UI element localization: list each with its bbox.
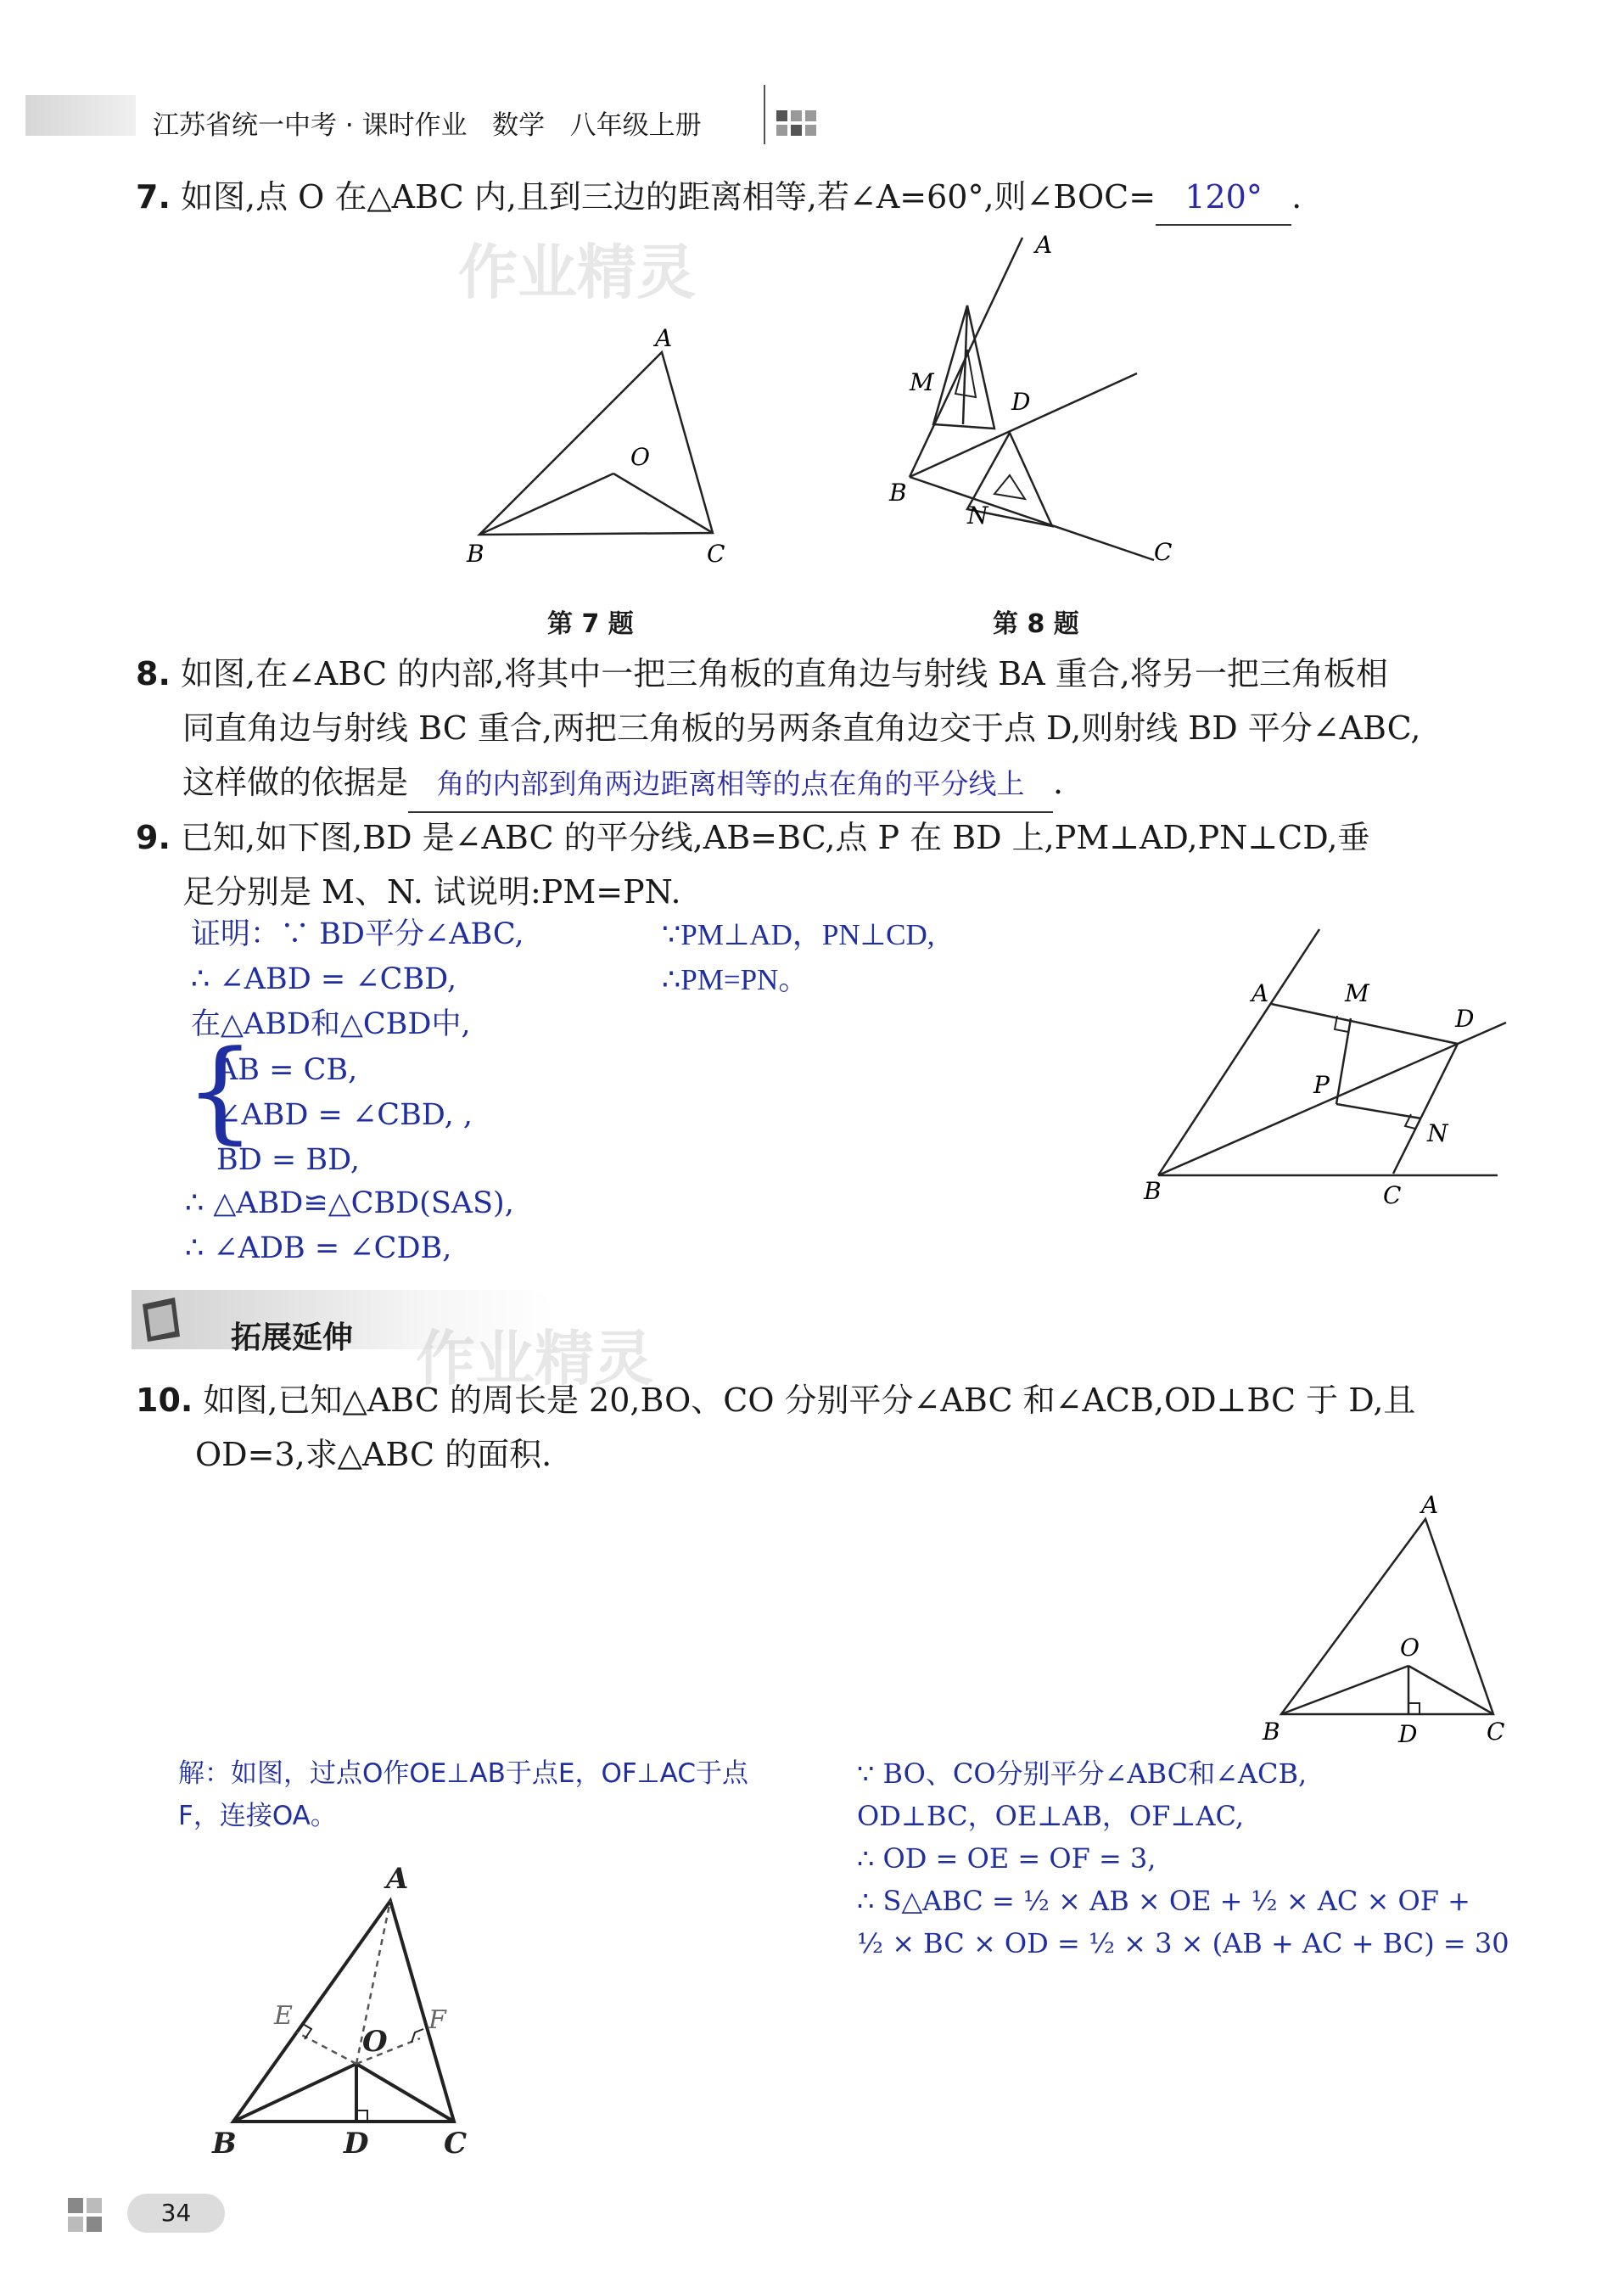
question-10: [136, 1373, 1415, 1482]
label-m: M: [1345, 979, 1369, 1007]
ray-ba: [1158, 929, 1319, 1175]
question-line-1: 如图,已知△ABC 的周长是 20,BO、CO 分别平分∠ABC 和∠ACB,OD⊥BC 于 D,且: [203, 1382, 1416, 1419]
question-number: 9.: [136, 819, 171, 856]
label-b: B: [1263, 1718, 1280, 1744]
label-c: C: [1487, 1718, 1505, 1744]
figure-7: [458, 322, 738, 577]
question-number: 10.: [136, 1382, 193, 1419]
proof-system: [216, 1048, 473, 1183]
question-number: 7.: [136, 178, 171, 216]
solution-right: [857, 1752, 1509, 1965]
label-e: E: [274, 2001, 293, 2031]
question-line-2: 同直角边与射线 BC 重合,两把三角板的另两条直角边交于点 D,则射线 BD 平分∠ABC,: [182, 709, 1421, 747]
label-b: B: [1144, 1177, 1162, 1205]
label-c: C: [707, 540, 725, 568]
segment-ad: [1271, 1004, 1458, 1044]
period: .: [1291, 178, 1302, 216]
label-d: D: [1011, 388, 1031, 416]
solution-line: 解：如图，过点O作OE⊥AB于点E，OF⊥AC于点: [178, 1758, 748, 1789]
watermark: 作业精灵: [416, 1324, 653, 1393]
label-c: C: [1154, 538, 1173, 566]
page-number: 34: [127, 2194, 225, 2233]
question-line-3: 这样做的依据是: [182, 764, 409, 801]
header-title: 江苏省统一中考 · 课时作业 数学 八年级上册: [153, 110, 702, 141]
ray-bd: [1158, 1023, 1506, 1175]
proof-line: ∴PM=PN。: [662, 963, 809, 996]
caption-figure-8: 第 8 题: [993, 609, 1079, 639]
period: .: [1053, 764, 1064, 801]
question-line-2: 足分别是 M、N. 试说明:PM=PN.: [182, 873, 681, 911]
label-o: O: [630, 443, 650, 471]
label-a: A: [1421, 1491, 1439, 1519]
proof-right: [662, 912, 935, 1002]
label-m: M: [910, 368, 934, 396]
watermark: 作业精灵: [458, 238, 696, 307]
figure-8: [882, 229, 1188, 586]
proof-line: 在△ABD和△CBD中,: [191, 1007, 471, 1041]
label-b: B: [212, 2127, 237, 2160]
label-d: D: [1455, 1005, 1475, 1033]
triangle-abc: [233, 1901, 454, 2122]
label-n: N: [1427, 1119, 1448, 1147]
solution-figure: [174, 1837, 513, 2160]
answer-blank: 角的内部到角两边距离相等的点在角的平分线上: [408, 757, 1053, 813]
label-o: O: [362, 2025, 388, 2059]
proof-line: 证明：∵ BD平分∠ABC,: [191, 917, 524, 951]
label-o: O: [1400, 1634, 1420, 1662]
label-c: C: [444, 2127, 468, 2160]
header-divider: [764, 85, 765, 144]
solution-line: ½ × BC × OD = ½ × 3 × (AB + AC + BC) = 30: [857, 1927, 1509, 1959]
question-text: 如图,点 O 在△ABC 内,且到三边的距离相等,若∠A=60°,则∠BOC=: [180, 178, 1156, 216]
segment-cd: [1393, 1044, 1458, 1174]
label-d: D: [344, 2127, 369, 2160]
question-line-2: OD=3,求△ABC 的面积.: [195, 1436, 552, 1473]
triangle-abc: [1281, 1519, 1493, 1714]
question-8: [136, 647, 1420, 813]
label-d: D: [1398, 1720, 1418, 1744]
question-7: [136, 170, 1302, 226]
label-b: B: [889, 479, 907, 507]
label-c: C: [1383, 1181, 1402, 1209]
solution-left: [178, 1752, 748, 1837]
label-a: A: [386, 1862, 409, 1896]
solution-line: OD⊥BC，OE⊥AB，OF⊥AC,: [857, 1800, 1245, 1832]
label-a: A: [1252, 979, 1269, 1007]
label-f: F: [428, 2005, 446, 2035]
figure-9: [1128, 925, 1527, 1214]
question-line-1: 已知,如下图,BD 是∠ABC 的平分线,AB=BC,点 P 在 BD 上,PM⊥AD,PN⊥CD,垂: [180, 819, 1370, 856]
proof-line: ∠ABD = ∠CBD, ,: [216, 1098, 473, 1132]
segment-bo: [479, 474, 613, 535]
figure-10: [1247, 1489, 1527, 1744]
solution-line: ∴ S△ABC = ½ × AB × OE + ½ × AC × OF +: [857, 1885, 1470, 1917]
label-a: A: [1035, 231, 1053, 259]
proof-line: ∴ ∠ADB = ∠CDB,: [185, 1231, 452, 1265]
solution-line: ∵ BO、CO分别平分∠ABC和∠ACB,: [857, 1757, 1308, 1790]
proof-line: BD = BD,: [216, 1143, 361, 1177]
proof-line: AB = CB,: [216, 1053, 358, 1087]
header-band: [25, 95, 136, 136]
question-9: [136, 810, 1369, 919]
triangle-abc: [479, 352, 713, 535]
section-title: 拓展延伸: [231, 1320, 354, 1355]
segment-pn: [1336, 1104, 1421, 1118]
segment-co: [1408, 1666, 1493, 1714]
solution-line: ∴ OD = OE = OF = 3,: [857, 1842, 1156, 1875]
ray-bc: [910, 477, 1154, 560]
proof-left-tail: [185, 1181, 514, 1271]
section-book-icon: [136, 1294, 187, 1345]
caption-figure-7: 第 7 题: [547, 609, 634, 639]
proof-line: ∴ △ABD≌△CBD(SAS),: [185, 1186, 514, 1220]
question-line-1: 如图,在∠ABC 的内部,将其中一把三角板的直角边与射线 BA 重合,将另一把三角板相: [180, 655, 1388, 692]
system-brace: {: [185, 1026, 255, 1155]
answer-blank: 120°: [1156, 170, 1291, 226]
label-p: P: [1313, 1071, 1330, 1099]
label-a: A: [655, 324, 673, 352]
label-n: N: [967, 502, 988, 530]
solution-line: F，连接OA。: [178, 1801, 337, 1831]
question-number: 8.: [136, 655, 171, 692]
proof-line: ∵PM⊥AD，PN⊥CD,: [662, 918, 935, 951]
proof-line: ∴ ∠ABD = ∠CBD,: [191, 962, 457, 996]
label-b: B: [467, 540, 484, 568]
